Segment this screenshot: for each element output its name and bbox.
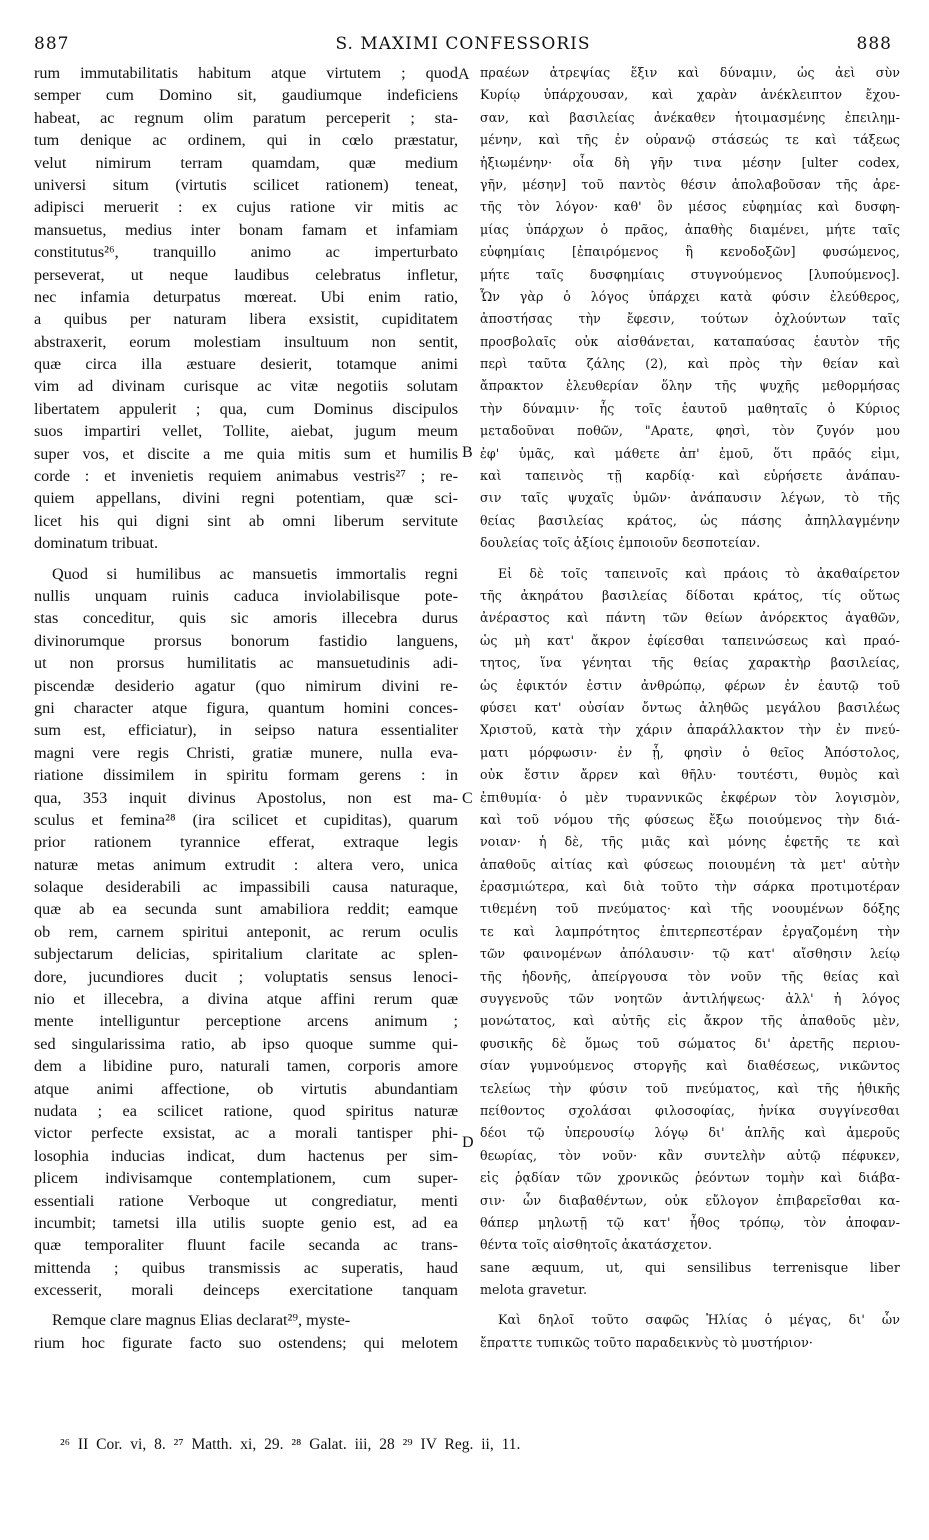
text-line: τὴν δύναμιν· ἧς τοῖς ἑαυτοῦ μαθηταῖς ὁ Κύριος (480, 400, 900, 416)
text-line: dore, jucundiores ducit ; voluptatis sensus lenoci- (34, 967, 458, 986)
text-line: δουλείας τοῖς ἀξίοις ἐμποιοῦν δεσποτείαν. (480, 535, 761, 551)
text-line: περὶ ταῦτα ζάλης (2), καὶ πρὸς τὴν θείαν καὶ (480, 356, 900, 372)
section-marker-d: D (462, 1134, 474, 1151)
text-line: φυσικῆς δὲ ὅμως τοῦ σώματος δι' ἀρετῆς περιου- (480, 1035, 900, 1051)
text-line: gni character atque figura, quantum homini conces- (34, 698, 458, 717)
text-line: mansuetus, medius inter bonam famam et infamiam (34, 220, 458, 239)
text-line: sane æquum, ut, qui sensilibus terrenisque liber (480, 1259, 900, 1275)
text-line: ὡς ἐφικτόν ἐστιν ἀνθρώπῳ, φέρων ἐν ἑαυτῷ τοῦ (480, 677, 900, 693)
text-line: piscendæ desiderio agatur (quo nimirum divini re- (34, 676, 458, 695)
text-line: εὐφημίαις [ἐπαιρόμενος ἢ κενοδοξῶν] φυσώμενος, (480, 244, 900, 260)
text-line: rium hoc figurate facto suo ostendens; qui melotem (34, 1333, 458, 1352)
text-line: τῆς ἡδονῆς, ἀπείργουσα τὸν νοῦν τῆς θείας καὶ (480, 968, 900, 984)
text-line: Εἰ δὲ τοῖς ταπεινοῖς καὶ πράοις τὸ ἀκαθαίρετον (498, 565, 900, 581)
text-line: abstraxerit, eorum molestiam insultuum non sentit, (34, 332, 458, 351)
section-marker-a: A (458, 66, 470, 83)
text-line: adipisci meruerit : ex cujus ratione vir mitis ac (34, 198, 458, 217)
text-line: a quibus per naturam libera exsistit, cupiditatem (34, 310, 458, 329)
text-line: subjectarum delicias, spiritalium claritate ac splen- (34, 945, 458, 964)
text-line: ἔπραττε τυπικῶς τοῦτο παραδεικνὺς τὸ μυστήριον· (480, 1334, 813, 1350)
paragraph-gap (34, 1301, 458, 1309)
text-line: atque animi affectione, ob virtutis abundantiam (34, 1079, 458, 1098)
text-line: μένην, καὶ τῆς ἐν οὐρανῷ στάσεώς τε καὶ τάξεως (480, 132, 900, 148)
text-line: ἀποστήσας τὴν ἔφεσιν, τούτων ὀχλούντων ταῖς (480, 311, 900, 327)
text-line: constitutus²⁶, tranquillo animo ac imperturbato (34, 243, 458, 262)
text-line: ut non prorsus humilitatis ac mansuetudinis adi- (34, 654, 458, 673)
text-line: Καὶ δηλοῖ τοῦτο σαφῶς Ἠλίας ὁ μέγας, δι' ὧν (498, 1312, 900, 1328)
text-line: quiem appellans, divini regni potentiam, quæ sci- (34, 489, 458, 508)
text-line: Remque clare magnus Elias declarat²⁹, myste- (52, 1311, 351, 1330)
text-line: θείας βασιλείας κράτος, ὡς πάσης ἀπηλλαγμένην (480, 512, 900, 528)
text-line: losophia inducias indicat, dum hactenus per sim- (34, 1146, 458, 1165)
text-line: super vos, et discite a me quia mitis sum et humilis (34, 444, 458, 463)
text-line: riatione dissimilem in spiritu formam gerens : in (34, 766, 458, 785)
section-marker-c: C (462, 790, 473, 807)
running-header (34, 34, 892, 60)
text-line: Ὧν γὰρ ὁ λόγος ὑπάρχει κατὰ φύσιν ἐλεύθερος, (480, 288, 900, 304)
paragraph-gap (34, 555, 458, 563)
text-line: προσβολαῖς οὐκ αἰσθάνεται, καταπαύσας ἑαυτὸν τῆς (480, 333, 900, 349)
text-line: δέοι τῷ ὑπερουσίῳ λόγῳ δι' ἁπλῆς καὶ ἀμεροῦς (480, 1125, 900, 1141)
text-line: ἄπρακτον ἐλευθερίαν ὅλην τῆς ψυχῆς μεθορμήσας (480, 378, 900, 394)
text-line: ὡς μὴ κατ' ἄκρον ἐφίεσθαι ταπεινώσεως καὶ πραό- (480, 632, 900, 648)
text-line: σιν· ὧν διαβαθέντων, οὐκ εὔλογον ἐπιβαρεῖσθαι κα- (480, 1192, 900, 1208)
text-line: Κυρίῳ ὑπάρχουσαν, καὶ χαρὰν ἀνέκλειπτον ἔχου- (480, 87, 900, 103)
text-line: nec infamia deturpatus mœreat. Ubi enim ratio, (34, 287, 458, 306)
text-line: ἐπιθυμία· ὁ μὲν τυραννικῶς ἐκφέρων τὸν λογισμὸν, (480, 789, 900, 805)
text-line: velut nimirum terram quamdam, quæ medium (34, 153, 458, 172)
text-line: mente intelliguntur perceptione arcens animum ; (34, 1012, 458, 1031)
text-line: sed singularissima ratio, ab ipso quoque summe qui- (34, 1034, 458, 1053)
text-line: τητος, ἵνα γένηται τῆς θείας χαρακτὴρ βασιλείας, (480, 655, 900, 671)
text-line: μίας ὑπάρχων ὁ πρᾶος, ἀπαθὴς διαμένει, μήτε ταῖς (480, 221, 900, 237)
text-line: naturæ metas animum extrudit : altera vero, unica (34, 855, 458, 874)
text-line: τῆς ἀκηράτου βασιλείας δίδοται κράτος, τίς οὕτως (480, 587, 900, 603)
text-line: τῆς τὸν λόγον· καθ' ὃν μέσος εὐφημίας καὶ δυσφη- (480, 199, 900, 215)
text-line: φύσει κατ' οὐσίαν ὄντως ἀληθῶς μεγάλου βασιλέως (480, 699, 900, 715)
text-line: tum denique ac ordinem, qui in cœlo præstatur, (34, 131, 458, 150)
text-line: quæ circa illa æstuare desierit, totamque animi (34, 355, 458, 374)
text-line: essentiali ratione Verboque ut congrediatur, menti (34, 1191, 458, 1210)
text-line: universi situm (virtutis scilicet rationem) teneat, (34, 175, 458, 194)
text-line: πείθοντος σχολάσαι φιλοσοφίας, ἡνίκα συγγίνεσθαι (480, 1102, 900, 1118)
text-line: dem a libidine puro, naturali tamen, corporis amore (34, 1057, 458, 1076)
text-line: μήτε ταῖς δυσφημίαις στυγνούμενος [λυπούμενος]. (480, 266, 900, 282)
text-line: divinorumque prorsus bonorum fastidio languens, (34, 631, 458, 650)
latin-column (34, 62, 458, 1354)
text-line: melota gravetur. (480, 1282, 588, 1298)
text-line: mittenda ; quibus transmissis ac superatis, haud (34, 1258, 458, 1277)
text-line: dominatum tribuat. (34, 534, 159, 553)
text-line: vim ad divinam curisque ac vitæ negotiis solutam (34, 377, 458, 396)
text-line: καὶ ταπεινὸς τῇ καρδίᾳ· καὶ εὑρήσετε ἀνάπαυ- (480, 468, 900, 484)
text-line: sculus et femina²⁸ (ira scilicet et cupiditas), quarum (34, 810, 458, 829)
text-line: νοιαν· ἡ δὲ, τῆς μιᾶς καὶ μόνης ἐφετῆς τε καὶ (480, 834, 900, 850)
text-line: σαν, καὶ βασιλείας ἀνέκαθεν ἡτοιμασμένης ἐπειλημ- (480, 109, 900, 125)
text-line: qua, 353 inquit divinus Apostolus, non est ma- (34, 788, 458, 807)
text-line: τῶν φαινομένων ἀπόλαυσιν· τῷ κατ' αἴσθησιν λείῳ (480, 946, 900, 962)
text-line: solaque desiderabili ac impassibili causa naturaque, (34, 878, 458, 897)
text-line: Χριστοῦ, κατὰ τὴν χάριν ἀπαράλλακτον τὴν ἐν πνεύ- (480, 722, 900, 738)
text-line: ob rem, carnem spiritui anteponit, ac rerum oculis (34, 922, 458, 941)
paragraph-gap (480, 1301, 900, 1309)
text-line: ἐρασμιώτερα, καὶ διὰ τοῦτο τὴν σάρκα προτιμοτέραν (480, 879, 900, 895)
text-line: licet his qui digni sint ab omni liberum servitute (34, 511, 458, 530)
text-line: corde : et invenietis requiem animabus vestris²⁷ ; re- (34, 467, 458, 486)
text-line: οὐκ ἔστιν ἄρρεν καὶ θῆλυ· τουτέστι, θυμὸς καὶ (480, 767, 900, 783)
text-line: suos impartiri vellet, Tollite, aiebat, jugum meum (34, 422, 458, 441)
paragraph-gap (480, 555, 900, 563)
text-line: θάπερ μηλωτῇ τῷ κατ' ἦθος τρόπῳ, τὸν ἀποφαν- (480, 1214, 900, 1230)
text-line: θέντα τοῖς αἰσθητοῖς ἀκατάσχετον. (480, 1237, 713, 1253)
greek-column (480, 62, 900, 1354)
page-number-left: 887 (34, 34, 70, 54)
footnotes: ²⁶ II Cor. vi, 8. ²⁷ Matth. xi, 29. ²⁸ Galat. iii, 28 ²⁹ IV Reg. ii, 11. (60, 1436, 521, 1453)
text-line: ἐφ' ὑμᾶς, καὶ μάθετε ἀπ' ἐμοῦ, ὅτι πρᾶός εἰμι, (480, 445, 900, 461)
text-line: μεταδοῦναι ποθῶν, "Αρατε, φησὶ, τὸν ζυγόν μου (480, 423, 900, 439)
text-line: nio et illecebra, a divina atque affini rerum quæ (34, 990, 458, 1009)
text-line: μονώτατος, καὶ αὐτῆς εἰς ἄκρον τῆς ἀπαθοῦς μὲν, (480, 1013, 900, 1029)
text-line: καὶ τοῦ νόμου τῆς φύσεως ἔξω ποιούμενος τὴν διά- (480, 811, 900, 827)
text-line: ἀπαθοῦς αἰτίας καὶ φύσεως ποιουμένη τὰ μετ' αὐτὴν (480, 856, 900, 872)
text-line: πραέων ἀτρεψίας ἕξιν καὶ δύναμιν, ὡς ἀεὶ σὺν (480, 65, 900, 80)
text-line: stas conceditur, quis sic amoris illecebra durus (34, 609, 458, 628)
text-line: nullis unquam ruinis caduca inviolabilisque pote- (34, 586, 458, 605)
text-line: prior rationem tyrannice efferat, extraque legis (34, 833, 458, 852)
text-line: perseverat, ut neque laudibus celebratus infletur, (34, 265, 458, 284)
text-line: rum immutabilitatis habitum atque virtutem ; quod (34, 64, 458, 82)
text-line: victor perfecte exsistat, ac a morali tantisper phi- (34, 1124, 458, 1143)
text-line: ἠξιωμένην· οἷα δὴ γῆν τινα μέσην [ulter codex, (480, 154, 900, 170)
text-line: sum est, efficiatur), in seipso natura essentialiter (34, 721, 458, 740)
page-number-right: 888 (856, 34, 892, 54)
text-line: excesserit, morali deinceps exercitatione tanquam (34, 1281, 458, 1300)
text-line: θεωρίας, τὸν νοῦν· κἂν συντελὴν αὐτῷ πέφυκεν, (480, 1147, 900, 1163)
text-line: semper cum Domino sit, gaudiumque indeficiens (34, 86, 458, 105)
text-line: τε καὶ λαμπρότητος ἐπιτερπεστέραν ἐργαζομένη τὴν (480, 923, 900, 939)
text-line: quæ ab ea secunda sunt amabiliora reddit; eamque (34, 900, 458, 919)
text-line: ἀνέραστος καὶ πάντη τῶν θείων ἀνόρεκτος ἀγαθῶν, (480, 610, 900, 626)
text-line: incumbit; tametsi illa utilis suopte genio est, ad ea (34, 1213, 458, 1232)
text-line: nudata ; ea scilicet ratione, quod spiritus naturæ (34, 1101, 458, 1120)
text-line: ματι μόρφωσιν· ἐν ᾗ, φησὶν ὁ θεῖος Ἀπόστολος, (480, 744, 900, 760)
text-line: εἰς ῥᾳδίαν τῶν χρονικῶς ῥεόντων τομὴν καὶ διάβα- (480, 1170, 900, 1186)
text-line: σίαν γυμνούμενος στοργῆς καὶ διαθέσεως, νικῶντος (480, 1058, 900, 1074)
text-line: Quod si humilibus ac mansuetis immortalis regni (52, 564, 458, 583)
section-marker-b: B (462, 444, 473, 461)
text-line: γῆν, μέσην] τοῦ παντὸς θέσιν ἀπολαβοῦσαν τῆς ἀρε- (480, 176, 900, 192)
page-title: S. MAXIMI CONFESSORIS (335, 34, 591, 54)
text-line: magni vere regis Christi, gratiæ munere, nulla eva- (34, 743, 458, 762)
text-line: quæ temporaliter fluunt facile secanda ac trans- (34, 1236, 458, 1255)
text-line: σιν ταῖς ψυχαῖς ὑμῶν· ἀνάπαυσιν λέγων, τὸ τῆς (480, 490, 900, 506)
text-line: plicem indivisamque contemplationem, cum super- (34, 1169, 458, 1188)
text-line: τελείως τὴν φύσιν τοῦ πνεύματος, καὶ τῆς ἠθικῆς (480, 1080, 900, 1096)
text-line: habeat, ac regnum olim paratum perceperit ; sta- (34, 108, 458, 127)
text-line: συγγενοῦς τῶν νοητῶν ἀντιλήψεως· ἀλλ' ἡ λόγος (480, 991, 900, 1007)
text-line: τιθεμένη τοῦ πνεύματος· καὶ τῆς νοουμένων δόξης (480, 901, 900, 917)
text-line: libertatem appulerit ; qua, cum Dominus discipulos (34, 399, 458, 418)
